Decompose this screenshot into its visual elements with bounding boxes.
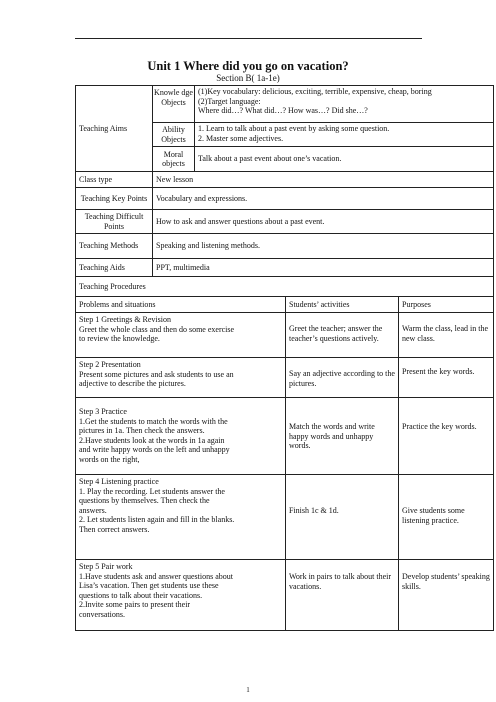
step-1-activity: Greet the teacher; answer the teacher’s questions actively. [285, 312, 399, 358]
aids-label: Teaching Aids [75, 258, 153, 277]
ability-objects-label: Ability Objects [152, 122, 195, 147]
step-4-purpose: Give students some listening practice. [398, 474, 494, 560]
procedures-heading: Teaching Procedures [75, 276, 494, 297]
step-5-problem: Step 5 Pair work 1.Have students ask and answer questions about Lisa’s vacation. Then get students use these questions to talk about their vacations. 2.Invite some pairs to present their conversations. [75, 559, 286, 631]
col-header-activities: Students’ activities [285, 296, 399, 313]
step-4-activity: Finish 1c & 1d. [285, 474, 399, 560]
step-4-problem: Step 4 Listening practice 1. Play the recording. Let students answer the questions by themselves. Then check the answers. 2. Let students listen again and fill in the blanks. Then correct answers. [75, 474, 286, 560]
ability-objects-text: 1. Learn to talk about a past event by asking some question. 2. Master some adjectives. [194, 122, 494, 147]
class-type-value: New lesson [152, 171, 494, 188]
step-2-purpose: Present the key words. [398, 357, 494, 398]
difficult-points-value: How to ask and answer questions about a past event. [152, 209, 494, 234]
knowledge-objects-label: Knowle dge Objects [152, 85, 195, 123]
methods-value: Speaking and listening methods. [152, 233, 494, 259]
knowledge-objects-text: (1)Key vocabulary: delicious, exciting, terrible, expensive, cheap, boring (2)Target language: Where did…? What did…? How was…? Did she…? [194, 85, 494, 123]
col-header-problems: Problems and situations [75, 296, 286, 313]
step-5-activity: Work in pairs to talk about their vacations. [285, 559, 399, 631]
step-3-purpose: Practice the key words. [398, 397, 494, 475]
step-1-problem: Step 1 Greetings & Revision Greet the whole class and then do some exercise to review the knowledge. [75, 312, 286, 358]
page-subtitle: Section B( 1a-1e) [216, 73, 280, 83]
page-number: 1 [246, 686, 250, 694]
key-points-value: Vocabulary and expressions. [152, 187, 494, 210]
teaching-aims-label: Teaching Aims [75, 85, 153, 172]
moral-objects-text: Talk about a past event about one’s vacation. [194, 146, 494, 172]
page-title: Unit 1 Where did you go on vacation? [147, 59, 349, 73]
methods-label: Teaching Methods [75, 233, 153, 259]
step-2-activity: Say an adjective according to the pictures. [285, 357, 399, 398]
header-rule [75, 38, 422, 39]
key-points-label: Teaching Key Points [75, 187, 153, 210]
step-3-activity: Match the words and write happy words and unhappy words. [285, 397, 399, 475]
moral-objects-label: Moral objects [152, 146, 195, 172]
step-5-purpose: Develop students’ speaking skills. [398, 559, 494, 631]
step-2-problem: Step 2 Presentation Present some pictures and ask students to use an adjective to describe the pictures. [75, 357, 286, 398]
class-type-label: Class type [75, 171, 153, 188]
step-3-problem: Step 3 Practice 1.Get the students to match the words with the pictures in 1a. Then check the answers. 2.Have students look at the words in 1a again and write happy words on the left and unhappy words on the right, [75, 397, 286, 475]
col-header-purposes: Purposes [398, 296, 494, 313]
difficult-points-label: Teaching Difficult Points [75, 209, 153, 234]
aids-value: PPT, multimedia [152, 258, 494, 277]
step-1-purpose: Warm the class, lead in the new class. [398, 312, 494, 358]
